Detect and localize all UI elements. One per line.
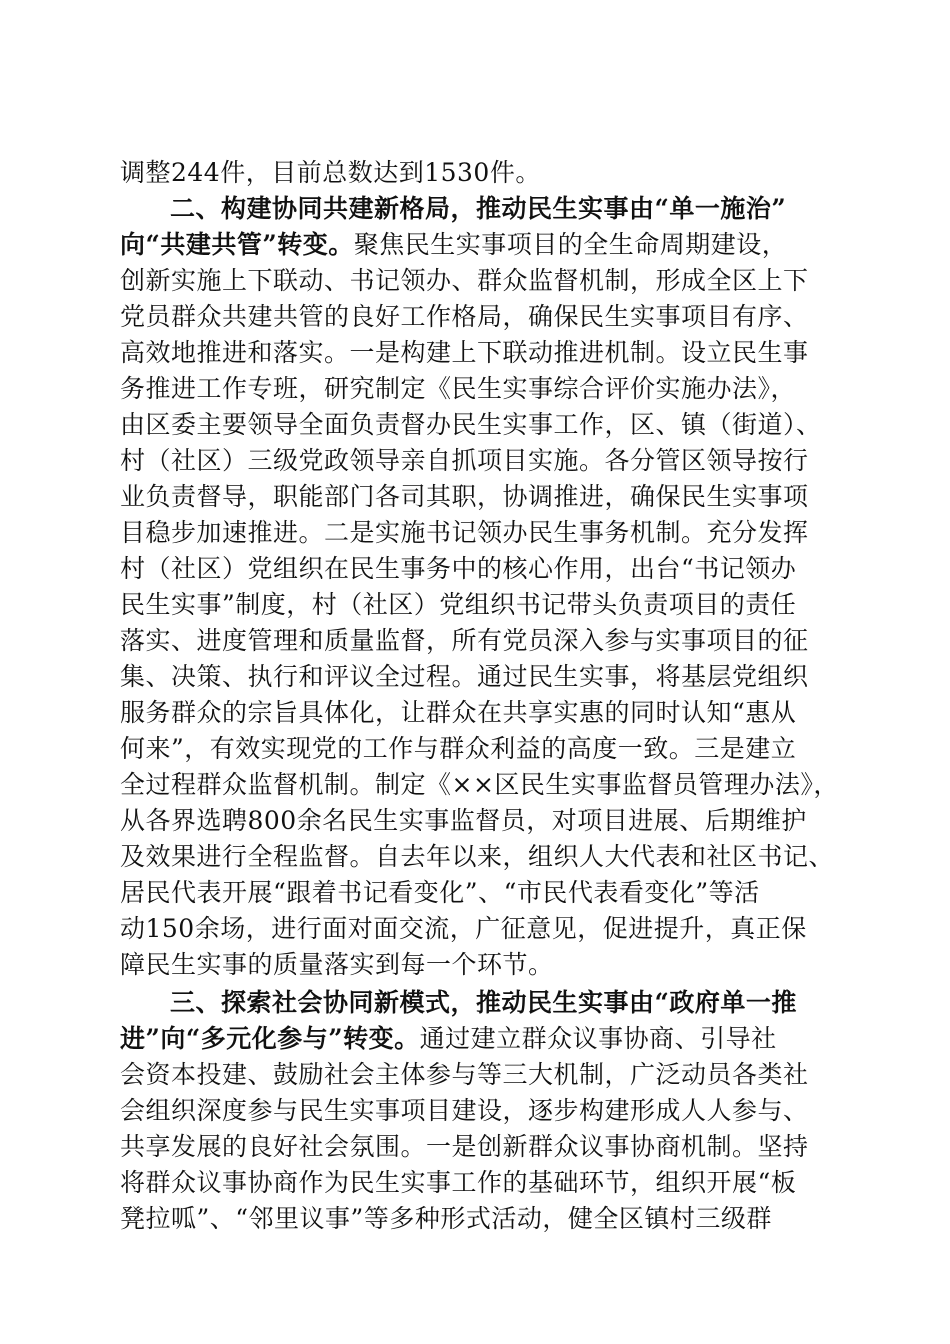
section-heading-3: 三、探索社会协同新模式，推动民生实事由“政府单一推 — [170, 988, 797, 1017]
section-heading-2-tail-line — [120, 227, 787, 263]
body-line: 共享发展的良好社会氛围。一是创新群众议事协商机制。坚持 — [120, 1132, 809, 1161]
body-line: 创新实施上下联动、书记领办、群众监督机制，形成全区上下 — [120, 266, 809, 295]
body-line: 及效果进行全程监督。自去年以来，组织人大代表和社区书记、 — [120, 842, 835, 871]
body-line: 村（社区）三级党政领导亲自抓项目实施。各分管区领导按行 — [120, 446, 809, 475]
body-line: 何来”，有效实现党的工作与群众利益的高度一致。三是建立 — [120, 734, 797, 763]
body-line: 居民代表开展“跟着书记看变化”、“市民代表看变化”等活 — [120, 878, 760, 907]
body-line: 村（社区）党组织在民生事务中的核心作用，出台“书记领办 — [120, 554, 797, 583]
body-line-segment: 聚焦民生实事项目的全生命周期建设， — [353, 230, 788, 259]
body-line: 将群众议事协商作为民生实事工作的基础环节，组织开展“板 — [120, 1168, 797, 1197]
body-line: 障民生实事的质量落实到每一个环节。 — [120, 950, 554, 979]
body-line: 会资本投建、鼓励社会主体参与等三大机制，广泛动员各类社 — [120, 1060, 809, 1089]
body-line: 动150余场，进行面对面交流，广征意见，促进提升，真正保 — [120, 914, 807, 943]
body-line: 高效地推进和落实。一是构建上下联动推进机制。设立民生事 — [120, 338, 809, 367]
body-line: 调整244件，目前总数达到1530件。 — [120, 158, 541, 187]
body-line: 民生实事”制度，村（社区）党组织书记带头负责项目的责任 — [120, 590, 797, 619]
section-heading-2: 二、构建协同共建新格局，推动民生实事由“单一施治” — [170, 194, 787, 223]
body-line-segment: 通过建立群众议事协商、引导社 — [419, 1024, 777, 1053]
body-line: 凳拉呱”、“邻里议事”等多种形式活动，健全区镇村三级群 — [120, 1204, 772, 1233]
section-heading-3-tail-line — [120, 1021, 777, 1057]
body-line: 目稳步加速推进。二是实施书记领办民生事务机制。充分发挥 — [120, 518, 809, 547]
body-line: 会组织深度参与民生实事项目建设，逐步构建形成人人参与、 — [120, 1096, 809, 1125]
body-line: 党员群众共建共管的良好工作格局，确保民生实事项目有序、 — [120, 302, 809, 331]
body-line: 务推进工作专班，研究制定《民生实事综合评价实施办法》， — [120, 374, 797, 403]
body-line: 服务群众的宗旨具体化，让群众在共享实惠的同时认知“惠从 — [120, 698, 797, 727]
section-heading-3-tail: 进”向“多元化参与”转变。 — [120, 1024, 420, 1053]
body-line: 落实、进度管理和质量监督，所有党员深入参与实事项目的征 — [120, 626, 809, 655]
body-line: 业负责督导，职能部门各司其职，协调推进，确保民生实事项 — [120, 482, 809, 511]
body-line: 全过程群众监督机制。制定《××区民生实事监督员管理办法》， — [120, 770, 839, 799]
section-heading-2-tail: 向“共建共管”转变。 — [120, 230, 354, 259]
body-line: 集、决策、执行和评议全过程。通过民生实事，将基层党组织 — [120, 662, 809, 691]
body-line: 从各界选聘800余名民生实事监督员，对项目进展、后期维护 — [120, 806, 807, 835]
body-line: 由区委主要领导全面负责督办民生实事工作，区、镇（街道）、 — [120, 410, 822, 439]
